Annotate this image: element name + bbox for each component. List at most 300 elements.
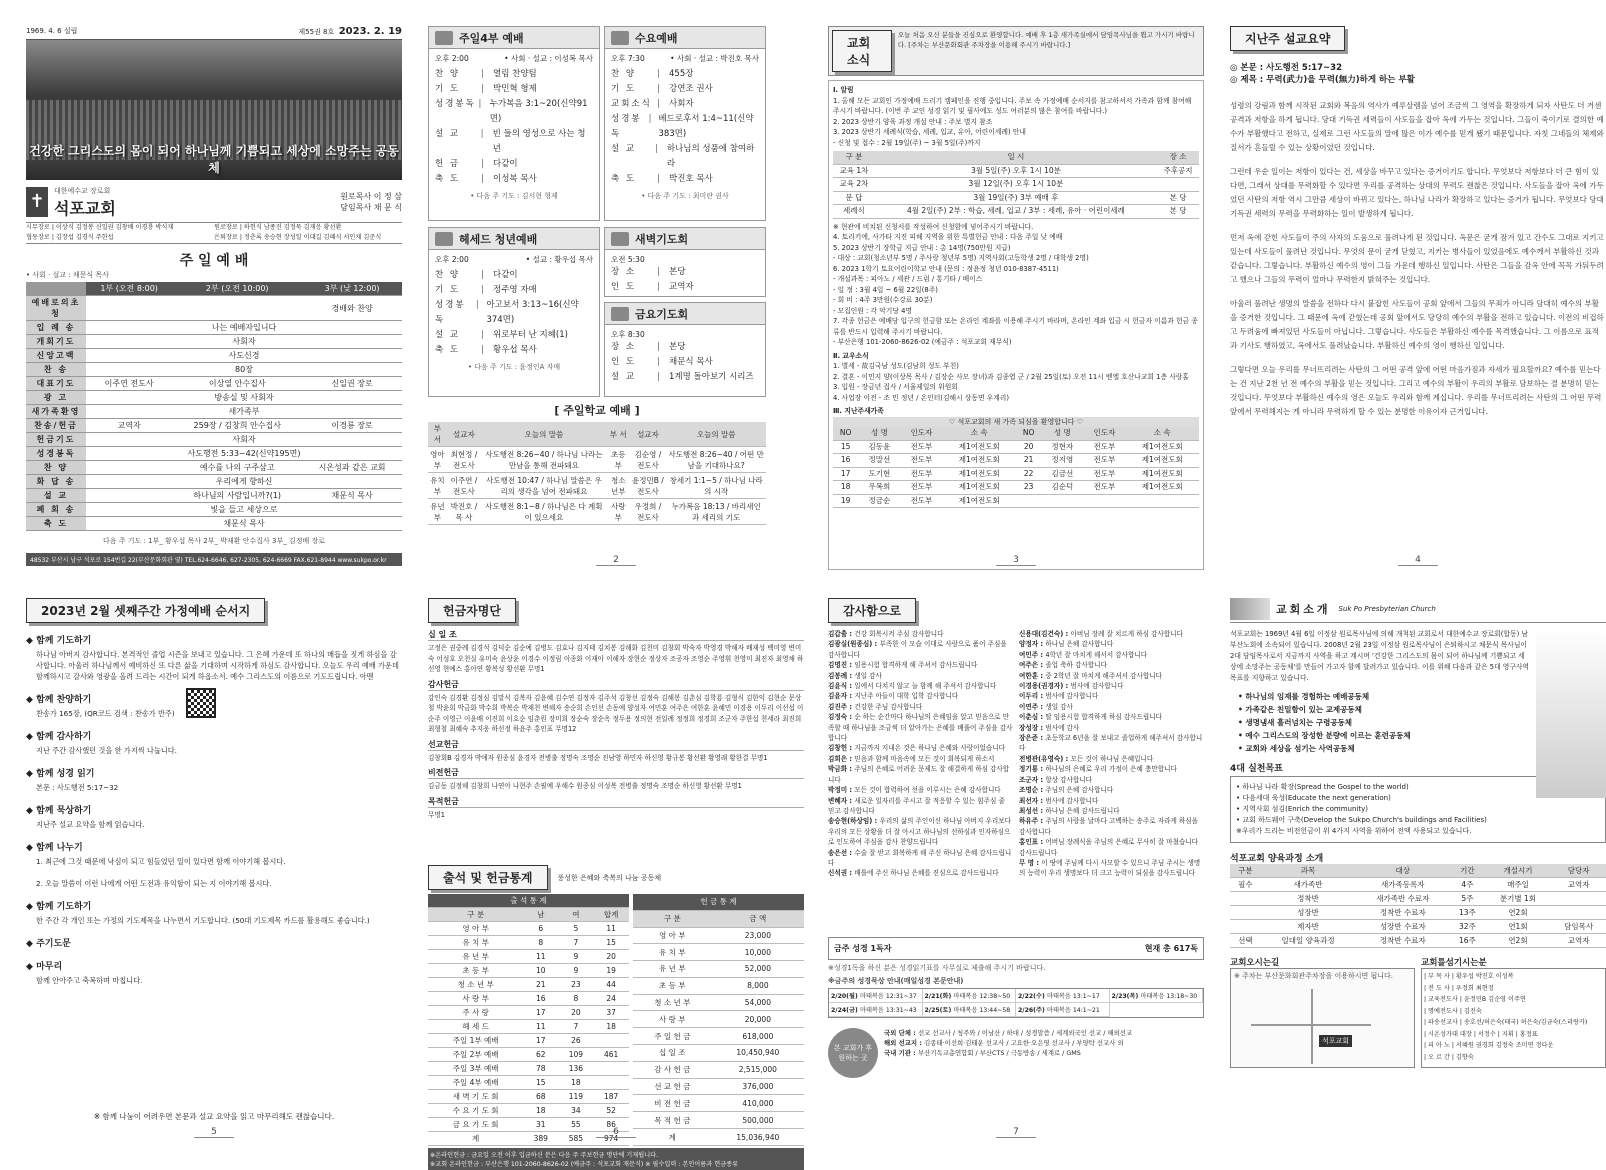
notice-item: - 일 정 : 3월 4일 ~ 6월 22일(8주) bbox=[833, 285, 938, 294]
newfamily-cell bbox=[1125, 494, 1199, 508]
member-item: 3. 입원 - 장금년 집사 / 서울제일의 위원회 bbox=[833, 383, 958, 391]
sun4-presider: • 사회 · 설교 : 이성복 목사 bbox=[504, 54, 593, 63]
service-row bbox=[26, 349, 402, 363]
member-items bbox=[833, 361, 1199, 403]
wed-time: 오후 7:30 bbox=[611, 54, 645, 63]
offering-stats-cell: 54,000 bbox=[712, 994, 804, 1011]
attendance-cell: 44 bbox=[593, 978, 628, 992]
offering-stats-cell: 영 아 부 bbox=[633, 927, 712, 944]
online-notice-2: ※교회 온라인헌금 : 부산은행 101-2060-8626-02 (예금주 : 석포교회 재문식) ※ 필수입력 : 본인이름과 헌금종류 bbox=[430, 1161, 739, 1168]
service-item-value: 이상열 안수집사 bbox=[172, 377, 302, 391]
thanks-entry bbox=[1019, 785, 1204, 795]
hesed-presider: • 설교 : 황우섭 목사 bbox=[525, 255, 593, 264]
newfamily-cell: 전도부 bbox=[1083, 467, 1125, 481]
newfamily-cell: 23 bbox=[1016, 481, 1041, 495]
baptism-cell: 교육 2차 bbox=[833, 178, 875, 192]
service-line-key: 기 도 bbox=[435, 84, 461, 94]
newfamily-cell: 제1여전도회 bbox=[942, 454, 1016, 468]
service-item-value: 경배와 찬양 bbox=[302, 296, 402, 321]
baptism-cell: 문 답 bbox=[833, 191, 875, 205]
service-line-value: 교역자 bbox=[669, 282, 694, 292]
thanks-name: 김갑출 : bbox=[828, 630, 855, 638]
service-item-value: 사회자 bbox=[86, 335, 402, 349]
service-line-value: 다같이 bbox=[493, 159, 518, 169]
offering-categories bbox=[428, 629, 804, 859]
newfamily-cell: 제1여전도회 bbox=[1125, 454, 1199, 468]
staff-retired: 은퇴장로 | 정춘록 송승현 장성일 이대길 김혜식 서인채 김준식 bbox=[214, 234, 382, 241]
service-line bbox=[435, 298, 593, 328]
offering-stats-row bbox=[633, 1011, 804, 1028]
fri-rows bbox=[611, 340, 759, 385]
newfamily-cell: 전도부 bbox=[900, 454, 942, 468]
service-item-value: 259장 / 김창희 안수집사 bbox=[172, 419, 302, 433]
prayer-icon bbox=[611, 307, 629, 321]
school-cell: 사랑부 bbox=[607, 499, 630, 525]
bible-icon bbox=[611, 31, 629, 45]
service-line-sep: | bbox=[657, 99, 660, 109]
thanks-text: 모든 것이 합력하여 선을 이루시는 은혜 감사합니다 bbox=[854, 786, 1001, 795]
edu-row bbox=[1230, 878, 1606, 892]
map-note: ※ 주차는 부산문화회관주차장을 이용하시면 됩니다. bbox=[1234, 972, 1393, 980]
church-address: 48532 부산시 남구 석포로 154번길 22(부산문화회관 옆) TEL.624-6646, 627-2305, 624-6669 FAX.621-8944 www.sukpo.or.kr bbox=[26, 553, 402, 566]
service-line bbox=[611, 340, 759, 355]
service-line-value: 본당 bbox=[669, 342, 686, 352]
service-row bbox=[26, 489, 402, 503]
thanks-name: 박금화 : bbox=[828, 765, 855, 774]
service-line-value: 이성복 목사 bbox=[493, 174, 537, 184]
newfamily-header: 인도자 bbox=[900, 427, 942, 440]
service-line-value: 하나님의 성품에 참여하라 bbox=[666, 144, 755, 169]
thanks-text: 하나님의 은혜로 우리 가정이 은혜 충만합니다 bbox=[1045, 765, 1177, 774]
attendance-cell: 17 bbox=[523, 1034, 558, 1048]
edu-row bbox=[1230, 892, 1606, 906]
school-row bbox=[428, 473, 766, 499]
attendance-row bbox=[428, 964, 629, 978]
thanks-right bbox=[1019, 629, 1204, 929]
thanks-text: 아버님 장례 잘 치르게 하심 감사합니다 bbox=[1070, 630, 1183, 638]
family-section-text: 한 주간 각 개인 또는 가정의 기도제목을 나누면서 기도합니다. (50대 기도제목 카드를 활용해도 좋습니다.) bbox=[36, 916, 370, 925]
newfamily-header: 소 속 bbox=[1125, 427, 1199, 440]
family-section-heading: ◆ 함께 성경 읽기 bbox=[26, 766, 402, 779]
thanks-text: 부족한 이 모습 이대로 사랑으로 품어 주심을 감사합니다 bbox=[828, 640, 1007, 659]
newfamily-cell bbox=[1041, 494, 1083, 508]
thanks-entry bbox=[1019, 837, 1204, 858]
school-cell: 누가복음 18:13 / 바리새인과 세리의 기도 bbox=[666, 499, 766, 525]
service-row bbox=[26, 405, 402, 419]
service-line-sep: | bbox=[655, 144, 659, 154]
service-item-label: 대표기도 bbox=[26, 377, 86, 391]
offering-category-heading: 십 일 조 bbox=[428, 629, 804, 641]
thanks-entry bbox=[1019, 764, 1204, 774]
service-line-sep: | bbox=[657, 282, 660, 292]
attendance-cell bbox=[593, 1034, 628, 1048]
offering-category-heading: 비전헌금 bbox=[428, 767, 804, 779]
goal4-note: ※우리가 드리는 비전헌금이 위 4가지 사역을 위하여 전액 사용되고 있습니다. bbox=[1236, 827, 1472, 835]
edu-cell: 분기별 1회 bbox=[1485, 892, 1552, 906]
school-cell: 사도행전 8:1~8 / 하나님은 다 계획이 있으세요 bbox=[481, 499, 607, 525]
thanks-entry bbox=[1019, 671, 1204, 681]
thanks-name: 김봉례 : bbox=[828, 671, 855, 680]
edu-cell: 성장반 수료자 bbox=[1355, 920, 1450, 934]
goal-item: • 하나님의 임재를 경험하는 예배공동체 bbox=[1238, 692, 1370, 701]
thanks-entry bbox=[1019, 691, 1204, 701]
family-section-heading: ◆ 함께 찬양하기 bbox=[26, 692, 402, 705]
thanks-name: 여주은 : bbox=[1019, 661, 1046, 670]
thanks-text: 지난주 아들이 대학 입학 감사합니다 bbox=[854, 692, 959, 701]
thanks-text: 일에서 다치지 않고 늘 함께 해 주셔서 감사합니다 bbox=[854, 682, 997, 691]
family-section-heading: ◆ 함께 기도하기 bbox=[26, 899, 402, 912]
offering-stats-row bbox=[633, 1112, 804, 1129]
thanks-name: 이두리 : bbox=[1019, 692, 1046, 701]
family-footnote: ※ 함께 나눔이 어려우면 본문과 설교 요약을 읽고 마무리해도 괜찮습니다. bbox=[93, 1112, 335, 1121]
attendance-cell: 사 랑 부 bbox=[428, 992, 523, 1006]
notice-items-2 bbox=[833, 232, 1199, 348]
service-line bbox=[611, 265, 759, 280]
service-row bbox=[26, 503, 402, 517]
attendance-cell: 초 등 부 bbox=[428, 964, 523, 978]
thanks-text: 주님의 은혜로 어려운 문제도 잘 해결하게 하심 감사합니다 bbox=[828, 765, 1010, 784]
attendance-cell: 수 요 기 도 회 bbox=[428, 1104, 523, 1118]
thanks-entry bbox=[828, 639, 1013, 660]
service-line bbox=[611, 370, 759, 385]
page-cover bbox=[26, 26, 402, 566]
notice-item: 5. 2023 상반기 장학금 지급 안내 : 총 14명(750만원 지급) bbox=[833, 243, 1011, 252]
service-item-label: 찬 송 bbox=[26, 363, 86, 377]
offering-stats-row bbox=[633, 1028, 804, 1045]
wed-rows bbox=[611, 67, 759, 187]
sermon-paragraph: 먼저 옥에 갇힌 사도들이 주의 사자의 도움으로 풀려나게 된 것입니다. 옥문은 굳게 잠겨 있고 간수도 그대로 지키고 있는데 사도들이 풀려난 것입니다. 무엇의 문이 굳게 닫혔고, 지키는 병사들이 있었음에도 예수께서 부활하신 것과 같습니다. 그렇습니다. 부활하신 예수의 영이 그들 가운데 행하신 일입니다. 사탄은 그들을 감옥 안에 꼭꼭 가둬두려고 했으나 그들의 무력이 얼마나 무력한지 밝혀주는 것입니다. bbox=[1230, 233, 1604, 284]
service-item-value: 채문식 목사 bbox=[86, 517, 402, 531]
school-cell: 창세기 1:1~5 / 하나님 나라의 시작 bbox=[666, 473, 766, 499]
page-family-worship bbox=[26, 598, 402, 1138]
attendance-cell: 헤 세 드 bbox=[428, 1020, 523, 1034]
support-category: 해외 선교지 : bbox=[884, 1039, 925, 1047]
notice-item: - 모집인원 : 각 악기당 4명 bbox=[833, 306, 912, 315]
goal4-item: • 하나님 나라 확장(Spread the Gospel to the world) bbox=[1236, 783, 1409, 791]
hesed-rows bbox=[435, 268, 593, 358]
service-line-sep: | bbox=[481, 174, 484, 184]
service-line-sep: | bbox=[481, 159, 484, 169]
page-sermon bbox=[1230, 26, 1606, 566]
attendance-cell: 20 bbox=[558, 1006, 593, 1020]
thanks-left bbox=[828, 629, 1013, 929]
church-sub: 대한예수교 장로회 bbox=[54, 186, 111, 195]
thanks-name: 최선자 : bbox=[1019, 796, 1046, 805]
page-number: 4 bbox=[1398, 555, 1438, 566]
offering-stats-row bbox=[633, 1045, 804, 1062]
thanks-text: 하나님 은혜 감사합니다 bbox=[1045, 640, 1114, 649]
church-name: 석포교회 bbox=[54, 198, 116, 218]
volume: 제55권 8호 bbox=[298, 28, 335, 36]
service-item-value: 사회자 bbox=[86, 433, 402, 447]
service-item-value: 교역자 bbox=[86, 419, 172, 433]
thanks-text: 건강한 주님 감사합니다 bbox=[854, 702, 923, 711]
service-row bbox=[26, 461, 402, 475]
offering-stats-row bbox=[633, 927, 804, 944]
daily-title: ※금주의 성경묵상 안내(매일성경 본문안내) bbox=[828, 977, 964, 985]
service-line-value: 박진호 목사 bbox=[669, 174, 713, 184]
school-cell: 사도행전 8:26~40 / 하나님 나라는 만남을 통해 전파돼요 bbox=[481, 447, 607, 473]
newfamily-cell: 21 bbox=[1016, 454, 1041, 468]
qr-code-icon[interactable] bbox=[186, 688, 216, 718]
notice-item: 7. 각종 헌금은 예배당 입구의 헌금함 또는 온라인 계좌를 이용해 주시기 바라며, 온라인 계좌 입금 시 헌금자 이름과 헌금 종류를 반드시 입력해 주시기 바랍니다. bbox=[833, 317, 1198, 336]
attendance-cell: 461 bbox=[593, 1048, 628, 1062]
thanks-entry bbox=[1019, 806, 1204, 816]
thanks-name: 송은선 : bbox=[828, 848, 855, 857]
intro-title-en: Suk Po Presbyterian Church bbox=[1338, 605, 1436, 613]
sun4-next: • 다음 주 기도 : 김서현 형제 bbox=[470, 192, 558, 200]
service-item-value bbox=[86, 296, 172, 321]
offering-stats-row bbox=[633, 1095, 804, 1112]
thanks-entry bbox=[828, 629, 1013, 639]
hesed-box bbox=[428, 227, 600, 397]
school-header: 설교자 bbox=[630, 422, 667, 447]
edu-cell bbox=[1230, 906, 1261, 920]
attendance-cell: 21 bbox=[523, 978, 558, 992]
attendance-cell: 주일 4부 예배 bbox=[428, 1076, 523, 1090]
baptism-row bbox=[833, 191, 1199, 205]
daily-passage: 마태복음 12:31~37 bbox=[859, 993, 917, 1000]
col-2: 2부 (오전 10:00) bbox=[172, 282, 302, 296]
offering-stats-cell: 감 사 헌 금 bbox=[633, 1061, 712, 1078]
offering-stats-cell: 유 년 부 bbox=[633, 961, 712, 978]
thanks-entry bbox=[1019, 733, 1204, 754]
newfamily-header: NO bbox=[1016, 427, 1041, 440]
newfamily-cell: 제1여전도회 bbox=[942, 481, 1016, 495]
map-title: 교회오시는길 bbox=[1230, 958, 1280, 968]
offering-stats-cell: 618,000 bbox=[712, 1028, 804, 1045]
thanks-name: 양정자 : bbox=[1019, 640, 1046, 649]
attendance-row bbox=[428, 936, 629, 950]
thanks-text: 믿음과 함께 마음속에 모든 것이 회복되게 하소서 bbox=[854, 754, 995, 763]
fri-title: 금요기도회 bbox=[635, 307, 689, 321]
service-item-label: 예배로의초청 bbox=[26, 296, 86, 321]
thanks-name: 조명순 : bbox=[1019, 786, 1046, 795]
service-item-value: 이경룡 장로 bbox=[302, 419, 402, 433]
edu-cell: 성장반 bbox=[1261, 906, 1356, 920]
thanks-name: 신석권 : bbox=[828, 869, 855, 878]
sermon-paragraph: 그렇다면 오늘 우리를 무너뜨리려는 사탄의 그 어떤 공격 앞에 어떤 마음가짐과 자세가 필요할까요? 예수를 믿는다는 건 지난 2천 년 전 예수의 부활을 믿는 것입니다. 그리고 예수의 부활이 우리의 부활로 담보하는 결 분명히 믿는 것입니다. 무엇보다 부활하신 예수의 영은 오늘도 우리와 함께 계십니다. 우리를 무너뜨리려는 사탄의 그 어떤 무력 앞에서 무력해지는 게 아니라 무력하게 할 수 있는 분명한 이유이자 근거입니다. bbox=[1230, 365, 1602, 416]
newfamily-cell: 전도부 bbox=[900, 481, 942, 495]
baptism-cell: 교육 1차 bbox=[833, 164, 875, 178]
service-line-sep: | bbox=[657, 174, 660, 184]
service-line bbox=[435, 343, 593, 358]
attendance-cell: 16 bbox=[523, 992, 558, 1006]
baptism-cell: 본 당 bbox=[1157, 191, 1199, 205]
newfamily-cell: 전도부 bbox=[1083, 454, 1125, 468]
thanks-text: 생일 감사 bbox=[1045, 702, 1073, 711]
sun4-rows bbox=[435, 67, 593, 187]
family-section-text: 본문 : 사도행전 5:17~32 bbox=[36, 783, 119, 792]
attendance-header: 남 bbox=[523, 908, 558, 922]
page-intro bbox=[1230, 598, 1606, 1138]
daily-passage: 마태복음 13:1~17 bbox=[1046, 993, 1100, 1000]
edu-cell: 새가족반 수료자 bbox=[1355, 892, 1450, 906]
attendance-cell: 136 bbox=[558, 1062, 593, 1076]
edu-header: 담당자 bbox=[1551, 864, 1606, 878]
service-line bbox=[611, 97, 759, 112]
service-line bbox=[611, 67, 759, 82]
support-category: 국외 단체 : bbox=[884, 1029, 918, 1037]
newfamily-cell bbox=[1016, 494, 1041, 508]
service-line-key: 설 교 bbox=[611, 372, 637, 382]
newfamily-cell: 제1여전도회 bbox=[942, 440, 1016, 454]
news-title: 교회소식 bbox=[832, 30, 892, 72]
attendance-cell: 7 bbox=[558, 936, 593, 950]
attendance-table: 출 석 통 계 구 분 남 여 합계 영 아 부 6 5 11 유 치 부 8 7 15 유 년 부 11 9 20 초 등 부 10 9 19 청 소 년 부 21 23 44 사 랑 부 16 8 24 주 사 랑 17 20 37 헤 세 드 11 7 18 주일 1부 예배 17 26 주일 2부 예배 62 109 461 주일 3부 예배 78 136 주일 4부 예배 15 18 새 벽 기 도 회 68 119 187 수 요 기 도 회 18 34 52 금 요 기 도 회 31 55 86 계 389 585 974 bbox=[428, 894, 629, 1146]
thanks-name: 김윤식 : bbox=[828, 682, 855, 691]
offering-stats-cell: 계 bbox=[633, 1129, 712, 1146]
offering-category-heading: 목적헌금 bbox=[428, 796, 804, 808]
notice-item: - 신청 및 접수 : 2월 19일(주) ~ 3월 5일(주)까지 bbox=[833, 138, 981, 147]
col-3: 3부 (낮 12:00) bbox=[302, 282, 402, 296]
service-item-value: 시온성과 같은 교회 bbox=[302, 461, 402, 475]
service-line-sep: | bbox=[481, 84, 484, 94]
offering-stats-cell: 23,000 bbox=[712, 927, 804, 944]
school-cell: 사도행전 10:47 / 하나님 말씀은 우리의 생각을 넘어 전파돼요 bbox=[481, 473, 607, 499]
newfamily-cell: 22 bbox=[1016, 467, 1041, 481]
newfamily-cell: 16 bbox=[833, 454, 858, 468]
offering-category-names: 김창회B 김경자 박애자 원종심 윤경자 전병출 정명숙 조명순 진남영 하민자 하신영 황규봉 황선환 황영래 황한결 무명1 bbox=[428, 753, 768, 762]
cover-photo bbox=[26, 40, 402, 180]
newfamily-cell: 정지영 bbox=[1041, 454, 1083, 468]
offering-category-names: 무명1 bbox=[428, 810, 445, 819]
sun4-box bbox=[428, 26, 600, 221]
intro-text: 석포교회는 1969년 4월 6일 이정삼 원로목사님에 의해 개척된 교회로서 대한예수교 장로회(합동) 남부산노회에 소속되어 있습니다. 2008년 2월 23일 이정삼 원로목사님이 은퇴하시고 채문식 목사님이 2대 담임목사로서 지금까지 사역을 하고 계시며 '건강한 그리스도의 몸이 되어 하나님께 기쁨되고 세상에 소망주는 공동체'를 만들어 가고자 함께 달려가고 있습니다. 이를 위해 다음과 같은 5대 영구사역목표를 지향하고 있습니다. bbox=[1230, 630, 1530, 682]
daily-passage: 마태복음 14:1~21 bbox=[1046, 1007, 1100, 1014]
notice-item: 3. 2023 상반기 세례식(학습, 세례, 입교, 유아, 어린이세례) 안내 bbox=[833, 128, 1026, 136]
thanks-name: 김명진 : bbox=[828, 661, 855, 670]
service-line-key: 성경봉독 bbox=[435, 99, 476, 109]
thanks-entry bbox=[1019, 650, 1204, 660]
service-item-value: 80장 bbox=[86, 363, 402, 377]
daily-date: 2/25(토) bbox=[924, 1007, 954, 1014]
service-item-value: 빛을 들고 세상으로 bbox=[86, 503, 402, 517]
offering-stats-row bbox=[633, 961, 804, 978]
thanks-entry bbox=[1019, 754, 1204, 764]
support-list bbox=[884, 1028, 1204, 1078]
attendance-cell: 62 bbox=[523, 1048, 558, 1062]
edu-cell: 교역자 bbox=[1551, 878, 1606, 892]
offering-stats-cell: 410,000 bbox=[712, 1095, 804, 1112]
service-line-value: 1계명 돌아보기 시리즈 bbox=[669, 372, 754, 382]
edu-cell: 정착반 수료자 bbox=[1355, 934, 1450, 948]
thanks-name: 이경용(권경자) : bbox=[1019, 682, 1071, 691]
thanks-name: 이춘심 : bbox=[1019, 713, 1046, 722]
service-row bbox=[26, 377, 402, 391]
edu-header: 대상 bbox=[1355, 864, 1450, 878]
youth-icon bbox=[435, 232, 453, 246]
attendance-row bbox=[428, 992, 629, 1006]
service-item-label: 개회기도 bbox=[26, 335, 86, 349]
offering-stats-cell: 청 소 년 부 bbox=[633, 994, 712, 1011]
service-line bbox=[435, 127, 593, 157]
service-row bbox=[26, 391, 402, 405]
offering-title: 헌금자명단 bbox=[428, 598, 516, 623]
attendance-cell: 20 bbox=[593, 950, 628, 964]
hesed-next: • 다음 주 기도 : 윤정인A 자매 bbox=[467, 363, 561, 371]
sermon-text-ref: ◎ 본문 : 사도행전 5:17~32 bbox=[1230, 63, 1343, 73]
service-line-key: 기 도 bbox=[435, 285, 461, 295]
family-section-heading: ◆ 주기도문 bbox=[26, 936, 402, 949]
dawn-rows bbox=[611, 265, 759, 295]
service-line-sep: | bbox=[480, 129, 484, 139]
church-building-icon bbox=[1230, 598, 1270, 620]
service-line-key: 인 도 bbox=[611, 357, 637, 367]
offering-stats-cell: 20,000 bbox=[712, 1011, 804, 1028]
page-number: 5 bbox=[194, 1127, 234, 1138]
notice-item: - 부산은행 101-2060-8626-02 (예금주 : 석포교회 재무식) bbox=[833, 338, 1012, 346]
sermon-subject: ◎ 제목 : 무력(武力)을 무력(無力)하게 하는 부활 bbox=[1230, 75, 1415, 85]
thanks-name: 김창헌 : bbox=[828, 744, 855, 753]
service-line-sep: | bbox=[657, 357, 660, 367]
next-week-prayer: 다음 주 기도 : 1부_ 황우섭 목사 2부_ 박재환 안수집사 3부_ 김정배 장로 bbox=[103, 537, 325, 545]
goal-item: • 가족같은 친밀함이 있는 교제공동체 bbox=[1238, 705, 1362, 714]
newfamily-cell: 17 bbox=[833, 467, 858, 481]
dawn-title: 새벽기도회 bbox=[635, 232, 689, 246]
baptism-cell: 본 당 bbox=[1157, 205, 1199, 219]
staff-coop: 협동장로 | 김장섭 김경식 주한섭 bbox=[26, 234, 114, 241]
offering-stats-cell: 사 랑 부 bbox=[633, 1011, 712, 1028]
edu-cell: 13주 bbox=[1450, 906, 1485, 920]
attendance-cell: 974 bbox=[593, 1132, 628, 1146]
offering-stats-header: 금 액 bbox=[712, 910, 804, 927]
attendance-cell: 5 bbox=[558, 922, 593, 936]
service-line-value: 박민혁 형제 bbox=[493, 84, 537, 94]
attendance-cell bbox=[593, 1076, 628, 1090]
thanks-entry bbox=[1019, 629, 1204, 639]
attendance-header: 합계 bbox=[593, 908, 628, 922]
service-line bbox=[435, 328, 593, 343]
daily-date: 2/20(월) bbox=[831, 993, 860, 1000]
service-line-value: 강연조 권사 bbox=[669, 84, 713, 94]
thanks-entry bbox=[1019, 660, 1204, 670]
support-category: 국내 기관 : bbox=[884, 1049, 918, 1057]
service-line-sep: | bbox=[475, 300, 479, 310]
thanks-entry bbox=[828, 796, 1013, 817]
page-thanks bbox=[828, 598, 1204, 1138]
thanks-name: 하유주 : bbox=[1019, 817, 1046, 826]
thanks-name: 여민주 : bbox=[1019, 650, 1046, 659]
thanks-text: 하나님 은혜 감사드립니다 bbox=[1045, 806, 1120, 815]
offering-stats-cell: 비 전 헌 금 bbox=[633, 1095, 712, 1112]
serve-list bbox=[1421, 968, 1606, 1068]
thanks-entry bbox=[828, 712, 1013, 743]
service-line-value: 본당 bbox=[669, 267, 686, 277]
service-line-key: 축 도 bbox=[611, 174, 637, 184]
goal-item: • 예수 그리스도의 장성한 분량에 이르는 훈련공동체 bbox=[1238, 731, 1411, 740]
attendance-cell: 389 bbox=[523, 1132, 558, 1146]
thanks-text: 범사에 감사합니다 bbox=[1045, 692, 1099, 701]
service-line bbox=[435, 157, 593, 172]
attendance-cell: 18 bbox=[523, 1104, 558, 1118]
church-map[interactable] bbox=[1230, 968, 1415, 1068]
service-item-label: 헌금기도 bbox=[26, 433, 86, 447]
attendance-cell: 187 bbox=[593, 1090, 628, 1104]
thanks-entry bbox=[828, 848, 1013, 869]
attendance-row bbox=[428, 922, 629, 936]
daily-date: 2/24(금) bbox=[831, 1007, 860, 1014]
service-line-sep: | bbox=[481, 330, 484, 340]
attendance-cell: 11 bbox=[593, 922, 628, 936]
attendance-cell: 8 bbox=[558, 992, 593, 1006]
school-header: 부 서 bbox=[428, 422, 447, 447]
family-section-text: 하나님 아버지 감사합니다. 본격적인 졸업 시즌을 보내고 있습니다. 그 은혜 가운데 또 하나의 매듭을 짓게 하심을 감사합니다. 아울러 하나님께서 예비하신 또 다른 삶을 기대하며 시작하게 하심도 감사합니다. 오늘도 우리 예배 가운데 함께하시고 감사와 영광을 올려 드리는 시간이 되게 하옵소서. 예수 그리스도의 이름으로 기도드립니다. 아멘 bbox=[36, 650, 399, 681]
school-cell: 청소년부 bbox=[607, 473, 630, 499]
attendance-cell: 9 bbox=[558, 950, 593, 964]
school-cell: 초등부 bbox=[607, 447, 630, 473]
school-row bbox=[428, 447, 766, 473]
